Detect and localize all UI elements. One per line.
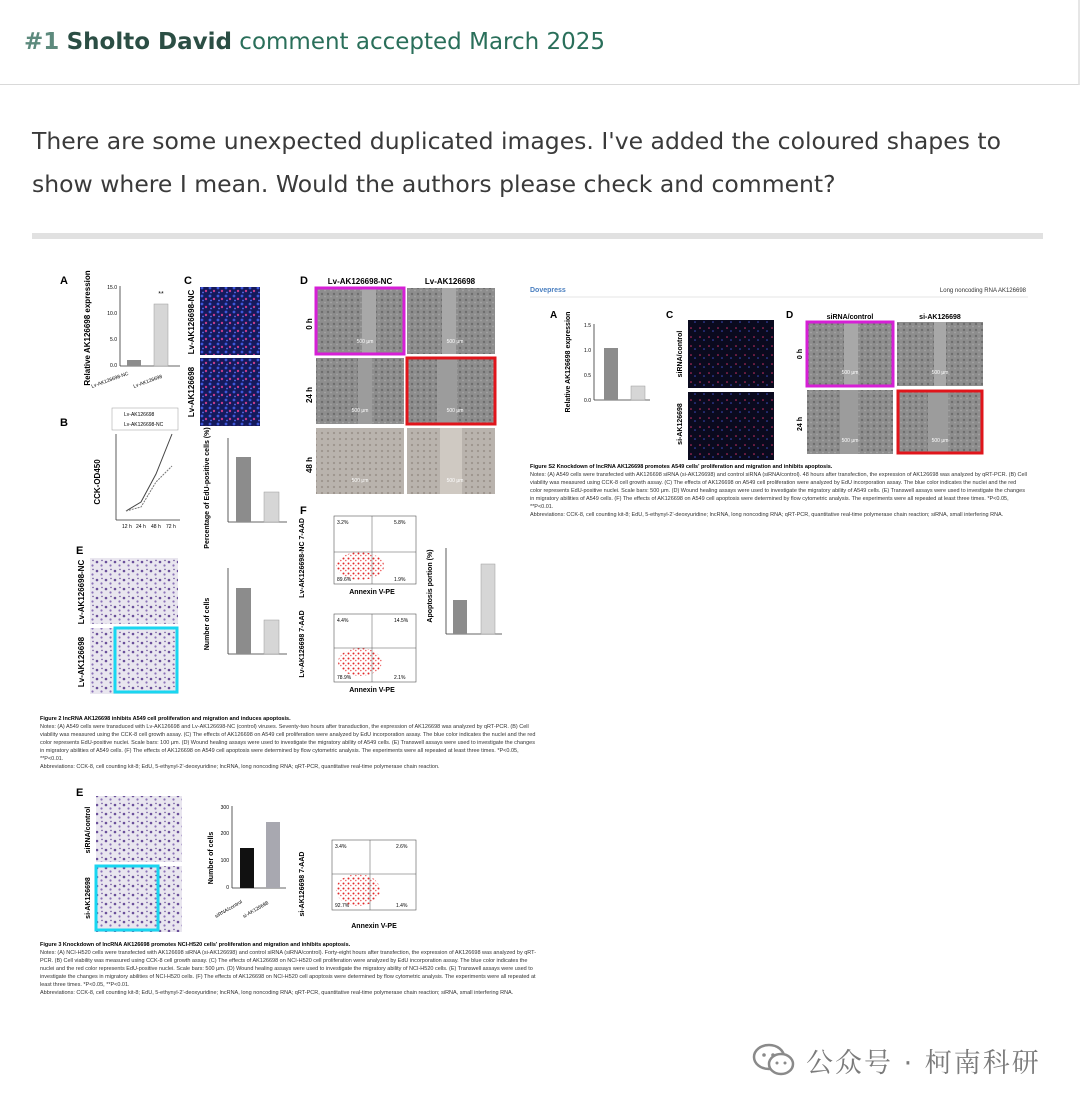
comment-number[interactable]: #1 — [24, 29, 60, 55]
panel-a-xlabel: Lv-AK126698-NC — [90, 370, 130, 390]
right-bar-si — [631, 386, 645, 400]
panel-a-bar-nc — [127, 360, 141, 366]
bottom-bar-si — [266, 822, 280, 888]
panel-d-row: 0 h — [305, 318, 314, 330]
watermark-text: 公众号 · 柯南科研 — [806, 1047, 1041, 1079]
panel-f-q3: 89.6% — [337, 577, 352, 583]
right-d-row: 0 h — [797, 348, 804, 360]
bottom-bar-control — [240, 848, 254, 888]
right-c-row: siRNA/control — [677, 330, 684, 378]
bottom-image-si — [96, 866, 182, 932]
panel-d-col: Lv-AK126698 — [424, 277, 476, 286]
panel-c-row: Lv-AK126698-NC — [187, 289, 196, 355]
running-head: Long noncoding RNA AK126698 — [939, 288, 1026, 294]
figure3-bottom — [40, 787, 540, 1013]
figure3-caption-notes: Notes: (A) NCI-H520 cells were transfected with AK126698 siRNA (si-AK126698) and control siRNA (siRNA/control). Forty-eight hours after transfection, the expression of AK126698 was analyzed by qRT-PCR. (B) Cell viability was measured using CCK-8 cell growth assay. (C) The effects of AK126698 on NCI-H520 cell proliferation were analyzed by EdU incorporation assay. The blue color indicates the nuclei and the red color represents EdU-positive nuclei. Scale bars: 500 μm. (D) Wound healing assays were used to investigate the migratory ability of NCI-H520 cells. (E) Transwell assays were used to investigate the changes in migratory abilities of NCI-H520 cells. (F) The effects of AK126698 on NCI-H520 cell apoptosis were determined by flow cytometric analysis. The experiments were all repeated at least three times. *P<0.05, **P<0.01. — [40, 950, 537, 988]
scalebar-label: 500 μm — [841, 370, 859, 376]
figure-s2-caption-abbrev: Abbreviations: CCK-8, cell counting kit-8; EdU, 5-ethynyl-2'-deoxyuridine; lncRNA, long noncoding RNA; qRT-PCR, quantitative real-time polymerase chain reaction; siRNA, small interfering RNA. — [530, 512, 1004, 518]
panel-b-ylabel: CCK-OD450 — [93, 459, 102, 505]
bottom-tick: 300 — [220, 805, 229, 811]
panel-e-bar-ak — [264, 620, 279, 654]
panel-e-letter: E — [76, 545, 84, 557]
panel-a-xlabel: Lv-AK126698 — [132, 373, 164, 390]
panel-d-row: 24 h — [305, 386, 314, 404]
panel-a-sig: ** — [158, 291, 164, 298]
wechat-icon — [752, 1043, 796, 1077]
panel-f-row: Lv-AK126698 7-AAD — [299, 610, 306, 678]
panel-f-row: Lv-AK126698-NC 7-AAD — [299, 518, 306, 598]
bottom-tick: 100 — [220, 858, 229, 864]
scalebar-label: 500 μm — [446, 408, 464, 414]
panel-a-letter: A — [60, 275, 68, 287]
panel-d-letter: D — [300, 275, 308, 287]
panel-b-x: 72 h — [166, 524, 176, 530]
comment-header — [0, 0, 1080, 85]
bottom-row: si-AK126698 — [85, 877, 92, 919]
scalebar-label: 500 μm — [351, 478, 369, 484]
comment-body: There are some unexpected duplicated images. I've added the coloured shapes to show where I mean. Would the authors please check and comment? — [32, 127, 1001, 198]
figure2-left — [40, 270, 540, 779]
comment-author[interactable]: Sholto David — [66, 29, 232, 55]
scalebar-label: 500 μm — [356, 339, 374, 345]
bottom-q3: 92.7% — [335, 903, 350, 909]
bottom-q2: 2.6% — [396, 844, 408, 850]
figure-svg — [32, 262, 1043, 1032]
panel-e-row: Lv-AK126698 — [77, 636, 86, 688]
panel-c-letter: C — [184, 275, 192, 287]
panel-f-xlabel: Annexin V-PE — [349, 687, 395, 694]
bottom-xlabel: si-AK126698 — [242, 900, 270, 920]
right-d-row: 24 h — [797, 416, 804, 432]
divider — [32, 233, 1043, 239]
panel-c-image-nc — [200, 287, 260, 355]
right-ylabel: Relative AK126698 expression — [565, 311, 572, 413]
panel-a-tick: 0.0 — [110, 363, 117, 369]
right-bar-control — [604, 348, 618, 400]
panel-c-bar-ak — [264, 492, 279, 522]
bottom-q1: 3.4% — [335, 844, 347, 850]
panel-f-bar-ak — [481, 564, 495, 634]
panel-e-image-nc — [90, 558, 178, 624]
bottom-tick: 0 — [226, 885, 229, 891]
right-c-image-control — [688, 320, 774, 388]
bottom-flow-scatter — [336, 874, 380, 906]
bottom-flow-xlabel: Annexin V-PE — [351, 923, 397, 930]
panel-c-image-ak — [200, 358, 260, 426]
scalebar-label: 500 μm — [446, 478, 464, 484]
bottom-image-control — [96, 796, 182, 862]
flow-scatter-ak — [338, 648, 382, 676]
flow-scatter-nc — [336, 552, 384, 580]
panel-f-q1: 3.2% — [337, 520, 349, 526]
panel-c-bar-nc — [236, 457, 251, 522]
panel-d-letter: D — [786, 310, 794, 321]
panel-b-x: 48 h — [151, 524, 161, 530]
figure2-caption-notes: Notes: (A) A549 cells were transduced with Lv-AK126698 and Lv-AK126698-NC (control) viruses. Seventy-two hours after transduction, the expression of AK126698 was analyzed by qRT-PCR. (B) Cell viability was measured using the CCK-8 cell growth assay. (C) The effects of AK126698 on A549 cell proliferation were analyzed by EdU incorporation assay. The blue color indicates the nuclei and the red color represents EdU-positive nuclei. Scale bars: 100 μm. (D) Wound healing assays were used to investigate the migratory ability of A549 cells. (E) Transwell assays were used to investigate the changes in migratory abilities of A549 cells. (F) The effects of AK126698 on A549 cell apoptosis were determined by flow cytometric analysis. The experiments were all repeated at least three times. *P<0.05, **P<0.01. — [40, 724, 536, 762]
panel-e-image-ak — [90, 628, 178, 694]
bottom-ylabel: Number of cells — [208, 831, 215, 885]
bottom-row: siRNA/control — [85, 806, 92, 854]
panel-c-row: Lv-AK126698 — [187, 366, 196, 418]
panel-e-bar-nc — [236, 588, 251, 654]
comment-status: comment accepted March 2025 — [239, 29, 606, 55]
bottom-tick: 200 — [220, 831, 229, 837]
figure3-caption-abbrev: Abbreviations: CCK-8, cell counting kit-8; EdU, 5-ethynyl-2'-deoxyuridine; lncRNA, long noncoding RNA; qRT-PCR, quantitative real-time polymerase chain reaction; siRNA, small interfering RNA. — [40, 990, 514, 996]
panel-f-q1: 4.4% — [337, 618, 349, 624]
panel-b-legend-item: Lv-AK126698 — [124, 412, 155, 418]
panel-b-letter: B — [60, 417, 68, 429]
right-c-row: si-AK126698 — [677, 403, 684, 445]
scalebar-label: 500 μm — [841, 438, 859, 444]
figure3-caption-title: Figure 3 Knockdown of lncRNA AK126698 promotes NCI-H520 cells' proliferation and migration and inhibits apoptosis. — [40, 942, 351, 948]
panel-a-tick: 15.0 — [107, 285, 117, 291]
figure2-caption-title: Figure 2 lncRNA AK126698 inhibits A549 cell proliferation and migration and induces apoptosis. — [40, 716, 291, 722]
panel-b-x: 24 h — [136, 524, 146, 530]
panel-d-col: Lv-AK126698-NC — [327, 277, 393, 286]
panel-b-x: 12 h — [122, 524, 132, 530]
right-tick: 1.5 — [584, 323, 591, 329]
right-d-col: si-AK126698 — [919, 314, 961, 321]
panel-e-row: Lv-AK126698-NC — [77, 559, 86, 625]
panel-f-q3: 78.9% — [337, 675, 352, 681]
scalebar-label: 500 μm — [931, 438, 949, 444]
comment-figure-image — [32, 262, 1043, 1032]
scalebar-label: 500 μm — [931, 370, 949, 376]
panel-f-q2: 5.8% — [394, 520, 406, 526]
panel-a-ylabel: Relative AK126698 expression — [83, 270, 92, 386]
panel-c-letter: C — [666, 310, 674, 321]
panel-d-row: 48 h — [305, 456, 314, 474]
bottom-q4: 1.4% — [396, 903, 408, 909]
right-tick: 1.0 — [584, 348, 591, 354]
panel-f-ylabel: Apoptosis portion (%) — [427, 549, 434, 623]
watermark — [752, 1040, 1041, 1080]
figure-s2-caption-notes: Notes: (A) A549 cells were transfected with AK126698 siRNA (si-AK126698) and control siRNA (siRNA/control). 48 hours after transfection, the expression of AK126698 was analyzed by qRT-PCR. (B) Cell viability was measured using CCK-8 cell growth assay. (C) The effects of AK126698 on A549 cell proliferation were analyzed by EdU incorporation assay. The blue color indicates the nuclei and the red color represents EdU-positive nuclei. Scale bars: 500 μm. (D) Wound healing assays were used to investigate the migratory ability of A549 cells. (E) Transwell assays were used to investigate the changes in migratory abilities of A549 cells. (F) The effects of AK126698 on A549 cell apoptosis were determined by flow cytometric analysis. The experiments were all repeated at least three times. *P<0.05, **P<0.01. — [530, 472, 1027, 510]
panel-f-q2: 14.5% — [394, 618, 409, 624]
panel-a-tick: 5.0 — [110, 337, 117, 343]
scalebar-label: 500 μm — [446, 339, 464, 345]
panel-a-tick: 10.0 — [107, 311, 117, 317]
panel-f-bar-nc — [453, 600, 467, 634]
panel-f-q4: 1.9% — [394, 577, 406, 583]
comment-header-line — [24, 28, 605, 56]
right-d-col: siRNA/control — [826, 314, 874, 321]
panel-f-q4: 2.1% — [394, 675, 406, 681]
right-tick: 0.0 — [584, 398, 591, 404]
bottom-xlabel: siRNA/control — [214, 899, 244, 920]
panel-c-ylabel: Percentage of EdU-positive cells (%) — [204, 427, 211, 549]
figure-s2-caption-title: Figure S2 Knockdown of lncRNA AK126698 promotes A549 cells' proliferation and migration and inhibits apoptosis. — [530, 464, 833, 470]
journal-name: Dovepress — [530, 287, 566, 294]
scalebar-label: 500 μm — [351, 408, 369, 414]
right-c-image-si — [688, 392, 774, 460]
figure-s2-right — [530, 287, 1028, 537]
panel-e-letter: E — [76, 787, 84, 799]
panel-e-ylabel: Number of cells — [204, 597, 211, 651]
panel-a-bar-ak — [154, 304, 168, 366]
bottom-flow-ylabel: si-AK126698 7-AAD — [299, 851, 306, 917]
figure2-caption-abbrev: Abbreviations: CCK-8, cell counting kit-8; EdU, 5-ethynyl-2'-deoxyuridine; lncRNA, long noncoding RNA; qRT-PCR, quantitative real-time polymerase chain reaction. — [40, 764, 440, 770]
panel-f-letter: F — [300, 505, 307, 517]
right-tick: 0.5 — [584, 373, 591, 379]
panel-a-letter: A — [550, 310, 558, 321]
panel-b-legend-item: Lv-AK126698-NC — [124, 422, 164, 428]
panel-f-xlabel: Annexin V-PE — [349, 589, 395, 596]
